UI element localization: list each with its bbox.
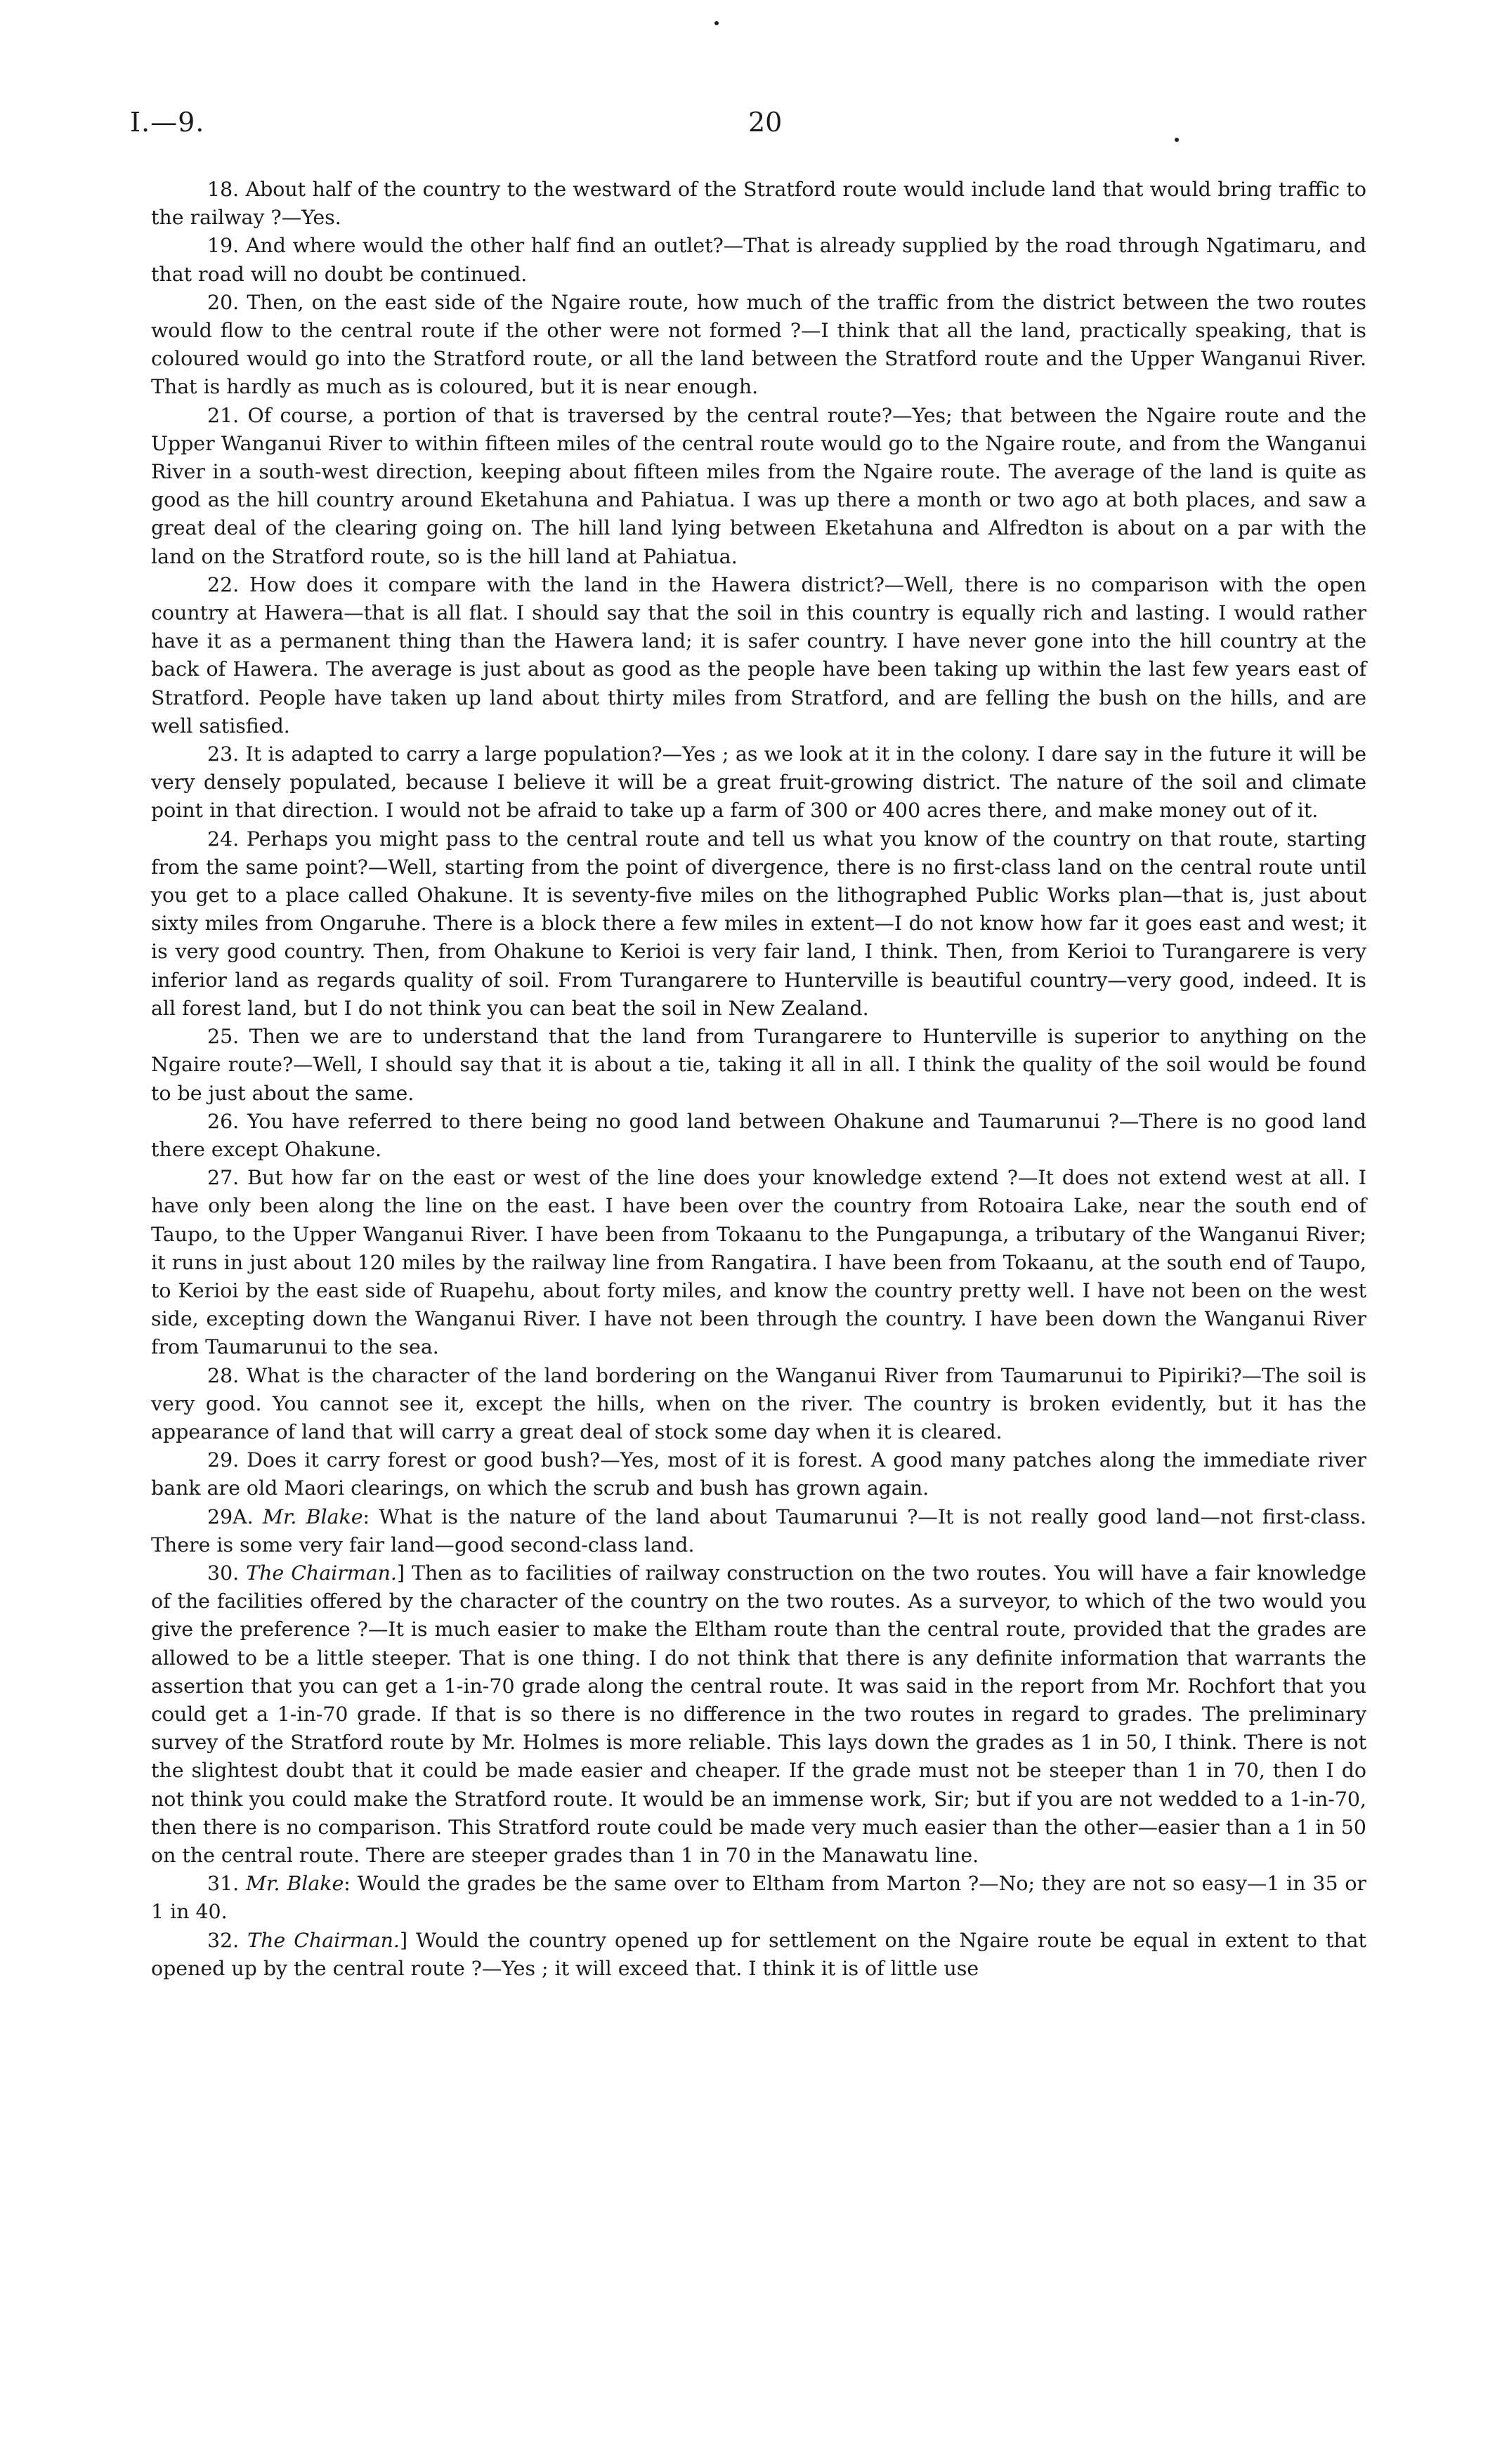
paragraph: 27. But how far on the east or west of the line does your knowledge extend ?—It does not extend west at all. I have only been along the line on the east. I have been over the country from Rotoaira Lake, near the south end of Taupo, to the Upper Wanganui River. I have been from Tokaanu to the Pungapunga, a tributary of the Wanganui River; it runs in just about 120 miles by the railway line from Rangatira. I have been from Tokaanu, at the south end of Taupo, to Kerioi by the east side of Ruapehu, about forty miles, and know the country pretty well. I have not been on the west side, excepting down the Wanganui River. I have not been through the country. I have been down the Wanganui River from Taumarunui to the sea. [151, 1166, 1366, 1359]
paragraph: 29A. Mr. Blake: What is the nature of the land about Taumarunui ?—It is not really good land—not first-class. There is some very fair land—good second-class land. [151, 1505, 1366, 1557]
paragraph: 30. The Chairman.] Then as to facilities of railway construction on the two routes. You will have a fair knowledge of the facilities offered by the character of the country on the two routes. As a surveyor, to which of the two would you give the preference ?—It is much easier to make the Eltham route than the central route, provided that the grades are allowed to be a little steeper. That is one thing. I do not think that there is any definite information that warrants the assertion that you can get a 1-in-70 grade along the central route. It was said in the report from Mr. Rochfort that you could get a 1-in-70 grade. If that is so there is no difference in the two routes in regard to grades. The preliminary survey of the Stratford route by Mr. Holmes is more reliable. This lays down the grades as 1 in 50, I think. There is not the slightest doubt that it could be made easier and cheaper. If the grade must not be steeper than 1 in 70, then I do not think you could make the Stratford route. It would be an immense work, Sir; but if you are not wedded to a 1-in-70, then there is no comparison. This Stratford route could be made very much easier than the other—easier than a 1 in 50 on the central route. There are steeper grades than 1 in 70 in the Manawatu line. [151, 1561, 1366, 1867]
paragraph: 23. It is adapted to carry a large population?—Yes ; as we look at it in the colony. I dare say in the future it will be very densely populated, because I believe it will be a great fruit-growing district. The nature of the soil and climate point in that direction. I would not be afraid to take up a farm of 300 or 400 acres there, and make money out of it. [151, 742, 1366, 823]
paragraph: 19. And where would the other half find an outlet?—That is already supplied by the road through Ngatimaru, and that road will no doubt be continued. [151, 234, 1367, 286]
document-body [151, 176, 1366, 1983]
print-mark [714, 21, 719, 25]
speaker-name: Mr. Blake [262, 1505, 363, 1528]
paragraph: 24. Perhaps you might pass to the central route and tell us what you know of the country on that route, starting from the same point?—Well, starting from the point of divergence, there is no first-class land on the central route until you get to a place called Ohakune. It is seventy-five miles on the lithographed Public Works plan—that is, just about sixty miles from Ongaruhe. There is a block there a few miles in extent—I do not know how far it goes east and west; it is very good country. Then, from Ohakune to Kerioi is very fair land, I think. Then, from Kerioi to Turangarere is very inferior land as regards quality of soil. From Turangarere to Hunterville is beautiful country—very good, indeed. It is all forest land, but I do not think you can beat the soil in New Zealand. [151, 827, 1366, 1020]
paragraph: 22. How does it compare with the land in the Hawera district?—Well, there is no comparison with the open country at Hawera—that is all flat. I should say that the soil in this country is equally rich and lasting. I would rather have it as a permanent thing than the Hawera land; it is safer country. I have never gone into the hill country at the back of Hawera. The average is just about as good as the people have been taking up within the last few years east of Stratford. People have taken up land about thirty miles from Stratford, and are felling the bush on the hills, and are well satisfied. [151, 572, 1366, 738]
paragraph: 29. Does it carry forest or good bush?—Yes, most of it is forest. A good many patches along the immediate river bank are old Maori clearings, on which the scrub and bush has grown again. [151, 1448, 1366, 1500]
paragraph: 26. You have referred to there being no good land between Ohakune and Taumarunui ?—There is no good land there except Ohakune. [151, 1109, 1366, 1161]
paragraph: 18. About half of the country to the westward of the Stratford route would include land that would bring traffic to the railway ?—Yes. [151, 178, 1366, 230]
speaker-name: The Chairman. [247, 1928, 400, 1952]
speaker-name: The Chairman. [246, 1561, 397, 1585]
paragraph: 31. Mr. Blake: Would the grades be the same over to Eltham from Marton ?—No; they are not so easy—1 in 35 or 1 in 40. [151, 1872, 1367, 1924]
page-number: 20 [748, 107, 783, 138]
paragraph: 20. Then, on the east side of the Ngaire route, how much of the traffic from the district between the two routes would flow to the central route if the other were not formed ?—I think that all the land, practically speaking, that is coloured would go into the Stratford route, or all the land between the Stratford route and the Upper Wanganui River. That is hardly as much as is coloured, but it is near enough. [151, 290, 1367, 399]
paragraph: 32. The Chairman.] Would the country opened up for settlement on the Ngaire route be equal in extent to that opened up by the central route ?—Yes ; it will exceed that. I think it is of little use [151, 1928, 1366, 1980]
speaker-name: Mr. Blake [246, 1872, 344, 1896]
print-mark [1175, 138, 1179, 142]
paragraph: 28. What is the character of the land bordering on the Wanganui River from Taumarunui to Pipiriki?—The soil is very good. You cannot see it, except the hills, when on the river. The country is broken evidently, but it has the appearance of land that will carry a great deal of stock some day when it is cleared. [151, 1363, 1367, 1443]
paragraph: 25. Then we are to understand that the land from Turangarere to Hunterville is superior to anything on the Ngaire route?—Well, I should say that it is about a tie, taking it all in all. I think the quality of the soil would be found to be just about the same. [151, 1025, 1366, 1105]
page-header [130, 107, 1373, 149]
document-reference: I.—9. [130, 107, 205, 138]
paragraph: 21. Of course, a portion of that is traversed by the central route?—Yes; that between the Ngaire route and the Upper Wanganui River to within fifteen miles of the central route would go to the Ngaire route, and from the Wanganui River in a south-west direction, keeping about fifteen miles from the Ngaire route. The average of the land is quite as good as the hill country around Eketahuna and Pahiatua. I was up there a month or two ago at both places, and saw a great deal of the clearing going on. The hill land lying between Eketahuna and Alfredton is about on a par with the land on the Stratford route, so is the hill land at Pahiatua. [151, 403, 1366, 568]
